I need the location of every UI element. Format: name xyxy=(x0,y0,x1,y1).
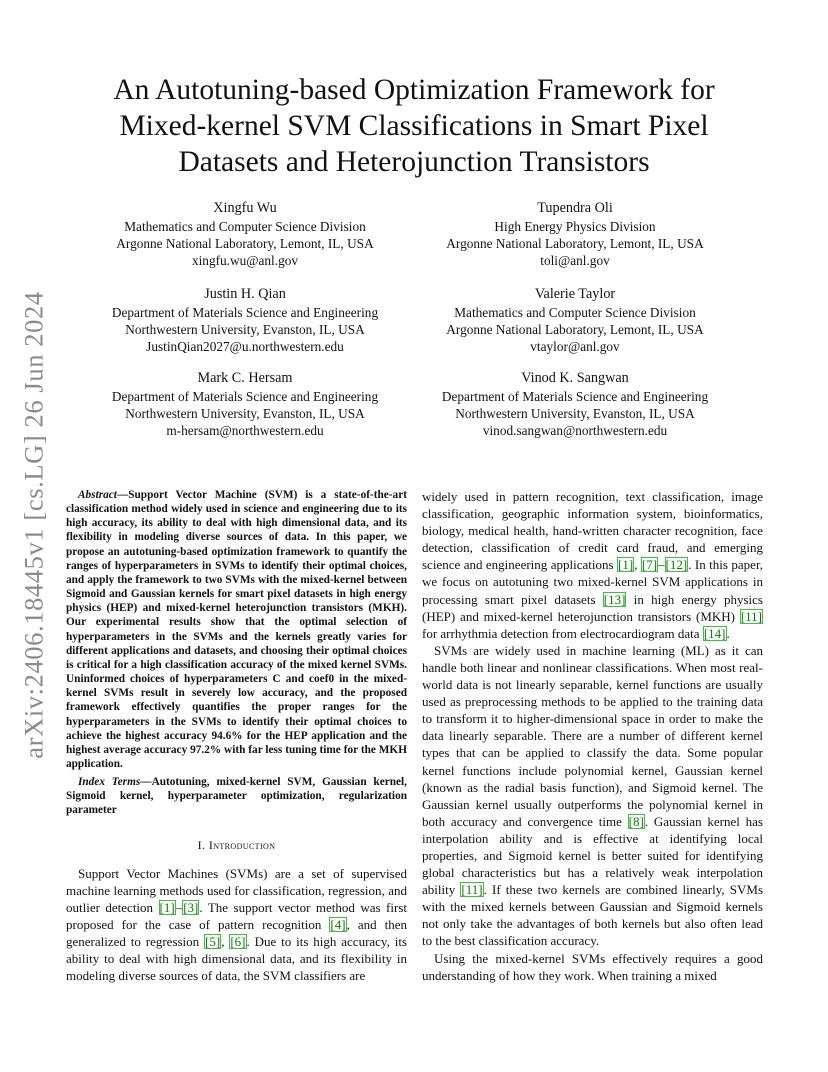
author-card xyxy=(80,370,410,439)
author-card xyxy=(80,200,410,269)
citation-link[interactable]: [1] xyxy=(617,557,634,573)
index-terms-text: —Autotuning, mixed-kernel SVM, Gaussian kernel, Sigmoid kernel, hyperparameter optimization, regularization parameter xyxy=(66,776,407,817)
text-run: Using the mixed-kernel SVMs effectively requires a good understanding of how they work. When training a mixed xyxy=(422,950,763,983)
section-title: Introduction xyxy=(208,837,276,852)
intro-paragraph xyxy=(66,865,407,985)
author-affiliation: Department of Materials Science and Engineering xyxy=(441,389,709,404)
citation-link[interactable]: [1] xyxy=(159,899,175,915)
index-terms xyxy=(66,775,407,817)
author-card xyxy=(410,370,740,439)
abstract xyxy=(66,488,407,771)
citation-link[interactable]: [12] xyxy=(665,557,688,573)
body-paragraph xyxy=(422,950,763,984)
arxiv-stamp-text: arXiv:2406.18445v1 [cs.LG] 26 Jun 2024 xyxy=(18,290,49,759)
citation-link[interactable]: [3] xyxy=(183,899,199,915)
text-run: , and then generalized to regression xyxy=(66,916,407,949)
text-run: Support Vector Machines (SVMs) are a set of supervised machine learning methods used for classification, regression, and outlier detection xyxy=(66,865,407,915)
author-name: Mark C. Hersam xyxy=(197,370,293,386)
citation-link[interactable]: [13] xyxy=(603,591,626,607)
author-card xyxy=(410,286,740,355)
section-number: I. xyxy=(197,837,206,852)
author-email[interactable]: vtaylor@anl.gov xyxy=(530,339,620,354)
citation-link[interactable]: [5] xyxy=(205,933,221,949)
abstract-text: —Support Vector Machine (SVM) is a state-of-the-art classification method widely used in science and engineering due to its high accuracy, its ability to deal with high dimensional data, and its flexibility in modeling diverse sources of data. In this paper, we propose an autotuning-based optimization framework to quantify the ranges of hyperparameters in SVMs to identify their optimal choices, and apply the framework to two SVMs with the mixed-kernel between Sigmoid and Gaussian kernels for smart pixel datasets in high energy physics (HEP) and mixed-kernel heterojunction transistors (MKH). Our experimental results show that the optimal selection of hyperparameters in the SVMs and the kernels greatly varies for different applications and datasets, and choosing their optimal choices is critical for a high classification accuracy of the mixed kernel SVMs. Uninformed choices of hyperparameters C and coef0 in the mixed-kernel SVMs result in severely low accuracy, and the proposed framework effectively quantifies the proper ranges for the hyperparameters in the SVMs to identify their optimal choices to achieve the highest accuracy 94.6% for the HEP application and the highest average accuracy 97.2% with far less tuning time for the MKH application. xyxy=(66,489,407,770)
body-paragraph xyxy=(422,488,763,642)
author-institution: Northwestern University, Evanston, IL, USA xyxy=(455,406,695,421)
text-run: . Gaussian kernel has interpolation ability and is effective at identifying local properties, and Sigmoid kernel is better suited for identifying global characteristics but has a relatively weak interpolation ability xyxy=(422,813,763,898)
author-email[interactable]: JustinQian2027@u.northwestern.edu xyxy=(146,339,344,354)
citation-link[interactable]: [14] xyxy=(703,625,726,641)
author-affiliation: Department of Materials Science and Engineering xyxy=(111,389,379,404)
author-name: Valerie Taylor xyxy=(534,286,616,302)
author-institution: Argonne National Laboratory, Lemont, IL, USA xyxy=(446,236,704,251)
author-affiliation: High Energy Physics Division xyxy=(494,219,656,234)
body-paragraph xyxy=(422,642,763,950)
paper-title xyxy=(60,72,768,180)
author-affiliation: Mathematics and Computer Science Division xyxy=(454,305,696,320)
index-terms-label: Index Terms xyxy=(78,776,141,789)
author-email[interactable]: toli@anl.gov xyxy=(540,253,610,268)
text-run: . Due to its high accuracy, its ability to deal with high dimensional data, and its flexibility in modeling diverse sources of data, the SVM classifiers are xyxy=(66,933,407,984)
author-card xyxy=(410,200,740,269)
text-run: – xyxy=(658,557,665,573)
author-name: Xingfu Wu xyxy=(213,200,277,216)
text-run: for arrhythmia detection from electrocardiogram data xyxy=(422,625,703,641)
abstract-label: Abstract xyxy=(78,489,117,501)
section-heading xyxy=(66,838,407,853)
author-name: Tupendra Oli xyxy=(537,200,613,216)
arxiv-stamp xyxy=(14,292,54,757)
citation-link[interactable]: [4] xyxy=(330,916,346,932)
author-email[interactable]: vinod.sangwan@northwestern.edu xyxy=(482,423,668,438)
author-affiliation: Mathematics and Computer Science Division xyxy=(124,219,366,234)
author-email[interactable]: m-hersam@northwestern.edu xyxy=(166,423,324,438)
title-line-2: Mixed-kernel SVM Classifications in Smart Pixel xyxy=(119,110,709,142)
right-column xyxy=(422,488,763,984)
text-run: widely used in pattern recognition, text classification, image classification, geographic information system, bioinformatics, biology, medical health, hand-written character recognition, face detection, classification of credit card fraud, and emerging science and engineering applications xyxy=(422,489,763,573)
author-card xyxy=(80,286,410,355)
text-run: , xyxy=(221,933,230,949)
text-run: . If these two kernels are combined linearly, SVMs with the mixed kernels between Gaussian and Sigmoid kernels not only take the advantages of both kernels but also often lead to the best classification accuracy. xyxy=(422,882,764,949)
citation-link[interactable]: [7] xyxy=(641,557,658,573)
text-run: SVMs are widely used in machine learning (ML) as it can handle both linear and nonlinear classifications. When most real-world data is not linearly separable, kernel functions are usually used as preprocessing methods to be applied to the training data to transform it to higher-dimensional space in order to make the data linearly separable. There are a number of different kernel types that can be applied to classify the data. Some popular kernel functions include polynomial kernel, Gaussian kernel (known as the radial basis function), and Sigmoid kernel. The Gaussian kernel usually outperforms the polynomial kernel in both accuracy and convergence time xyxy=(422,642,763,829)
left-column xyxy=(66,488,407,984)
author-institution: Northwestern University, Evanston, IL, USA xyxy=(125,406,365,421)
title-line-3: Datasets and Heterojunction Transistors xyxy=(178,146,650,178)
citation-link[interactable]: [6] xyxy=(230,933,246,949)
text-run: . The support vector method was first proposed for the case of pattern recognition xyxy=(66,899,407,932)
author-institution: Northwestern University, Evanston, IL, USA xyxy=(125,322,365,337)
citation-link[interactable]: [11] xyxy=(461,882,483,898)
author-email[interactable]: xingfu.wu@anl.gov xyxy=(191,253,299,268)
citation-link[interactable]: [11] xyxy=(740,608,762,624)
title-line-1: An Autotuning-based Optimization Framework for xyxy=(113,74,715,106)
citation-link[interactable]: [8] xyxy=(628,813,644,829)
text-run: . In this paper, we focus on autotuning two mixed-kernel SVM applications in processing smart pixel datasets xyxy=(422,557,763,607)
text-run: – xyxy=(175,899,183,915)
author-institution: Argonne National Laboratory, Lemont, IL, USA xyxy=(116,236,374,251)
author-affiliation: Department of Materials Science and Engineering xyxy=(111,305,379,320)
text-run: , xyxy=(634,557,641,573)
author-name: Justin H. Qian xyxy=(204,286,286,302)
text-run: . xyxy=(726,625,730,641)
text-run: in high energy physics (HEP) and mixed-kernel heterojunction transistors (MKH) xyxy=(422,591,763,624)
author-institution: Argonne National Laboratory, Lemont, IL, USA xyxy=(446,322,704,337)
author-name: Vinod K. Sangwan xyxy=(521,370,629,386)
